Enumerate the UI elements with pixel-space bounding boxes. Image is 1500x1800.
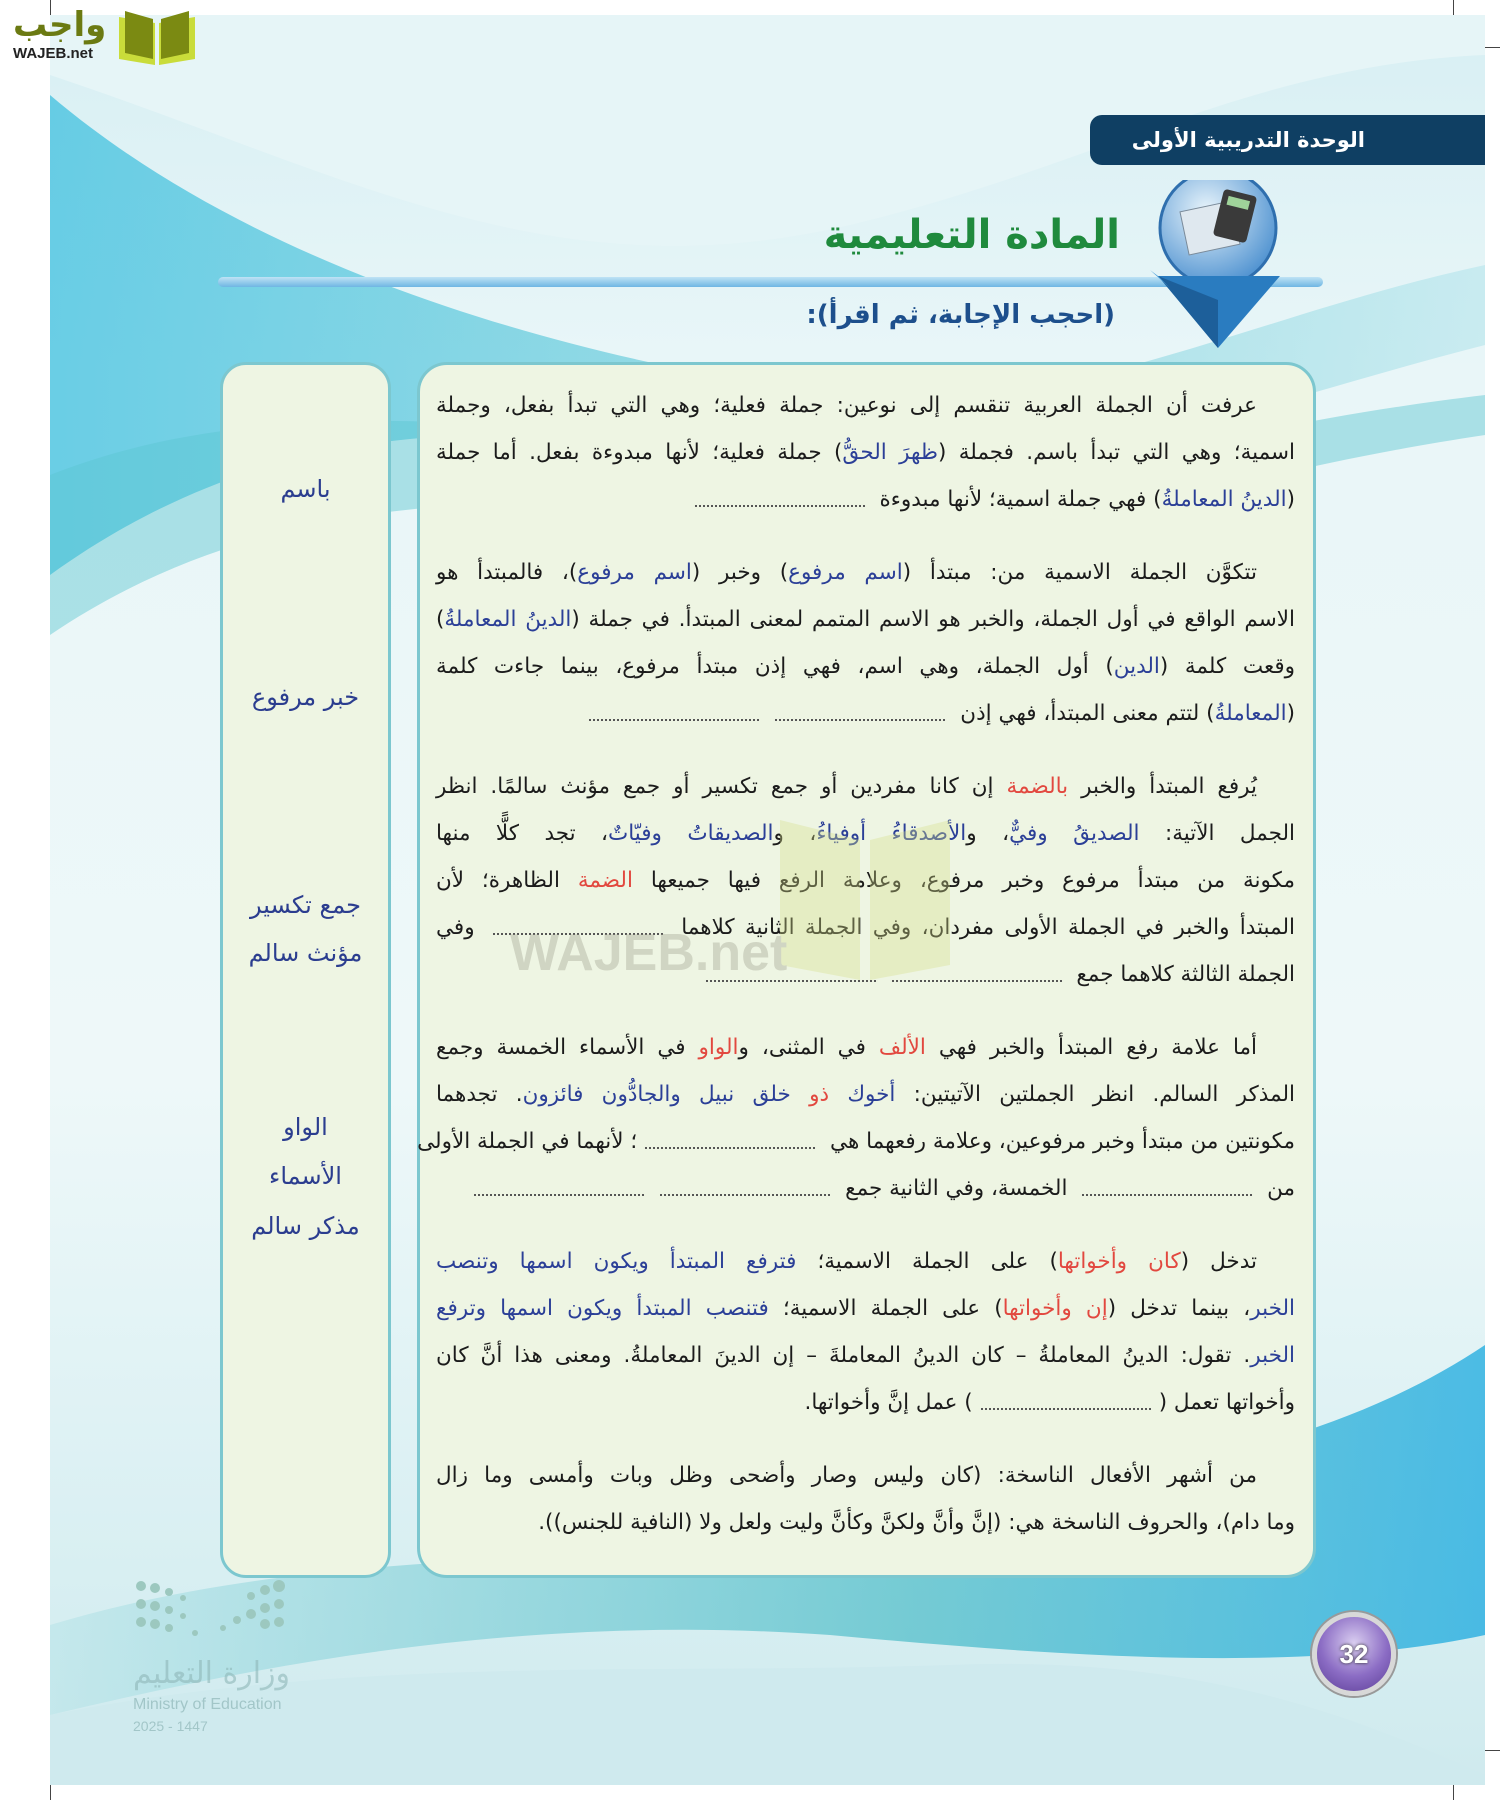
highlighted-example: فترفع المبتدأ ويكون اسمها وتنصب [436, 1249, 797, 1274]
answer-blank[interactable] [493, 921, 663, 935]
watermark-text: WAJEB.net [510, 924, 788, 982]
highlighted-example: الدينُ المعاملةُ [1161, 487, 1287, 512]
page-number-badge [1312, 1612, 1396, 1696]
text-segment: ) على الجملة الاسمية؛ [796, 1249, 1058, 1274]
text-segment: من أشهر الأفعال الناسخة: (كان وليس وصار وأضحى وظل وبات وأمسى وما زال [436, 1463, 1257, 1488]
paragraph [436, 382, 1295, 523]
text-line [417, 1118, 1295, 1165]
paragraph [436, 763, 1295, 998]
calculator-emblem-icon [1140, 180, 1300, 350]
section-title: المادة التعليمية [823, 212, 1120, 258]
text-line [436, 1285, 1295, 1332]
highlighted-term: ذو [809, 1082, 848, 1107]
text-segment: ( [1286, 701, 1295, 726]
text-segment: الظاهرة؛ لأن [436, 868, 578, 893]
text-segment: الخمسة، وفي الثانية جمع [838, 1176, 1075, 1201]
unit-title: الوحدة التدريبية الأولى [1131, 128, 1365, 152]
answer-blank[interactable] [695, 493, 865, 507]
highlighted-term: كان وأخواتها [1057, 1249, 1181, 1274]
text-segment: اسمية؛ وهي التي تبدأ باسم. فجملة ( [937, 440, 1295, 465]
lesson-content-box [417, 362, 1316, 1578]
text-line [436, 1165, 1295, 1212]
text-segment: إن كانا مفردين أو جمع تكسير أو جمع مؤنث سالمًا. انظر [436, 774, 1007, 799]
answer-label: خبر مرفوع [251, 683, 360, 711]
text-line [436, 904, 1295, 951]
text-line [436, 1452, 1295, 1499]
text-segment: )، فالمبتدأ هو [436, 560, 578, 585]
text-segment: تتكوَّن الجملة الاسمية من: مبتدأ ( [902, 560, 1258, 585]
answer-blank[interactable] [645, 1135, 815, 1149]
highlighted-term: بالضمة [1006, 774, 1069, 799]
paragraph [436, 549, 1295, 737]
answer-label: الواو [283, 1113, 328, 1141]
highlighted-example: المعاملةُ [1214, 701, 1287, 726]
text-line [436, 1238, 1295, 1285]
answer-blank[interactable] [1082, 1182, 1252, 1196]
paragraph [436, 1238, 1295, 1426]
text-line [436, 810, 1295, 857]
ministry-of-education-logo [133, 1578, 333, 1738]
text-line [436, 951, 1295, 998]
answers-column [220, 362, 391, 1578]
lesson-text [417, 365, 1296, 1546]
text-segment: وفي [436, 915, 485, 940]
text-line [436, 1332, 1295, 1379]
answer-blank[interactable] [589, 707, 759, 721]
text-segment: مكونة من مبتدأ مرفوع وخبر مرفوع، وعلامة الرفع فيها جميعها [632, 868, 1295, 893]
highlighted-example: فتنصب المبتدأ ويكون اسمها وترفع [436, 1296, 769, 1321]
text-segment: في المثنى، و [738, 1035, 879, 1060]
text-line [436, 643, 1295, 690]
text-line [436, 1024, 1295, 1071]
text-line [436, 857, 1295, 904]
text-segment: ) عمل إنَّ وأخواتها. [804, 1390, 973, 1415]
text-segment: المبتدأ والخبر في الجملة الأولى مفردان، وفي الجملة الثانية كلاهما [670, 915, 1295, 940]
highlighted-term: إن وأخواتها [1002, 1296, 1108, 1321]
highlighted-term: الواو [698, 1035, 739, 1060]
book-icon [117, 9, 197, 67]
text-segment: ( [1286, 487, 1295, 512]
text-segment: ، تجد كلًّا منها [436, 821, 608, 846]
answer-blank[interactable] [981, 1396, 1151, 1410]
highlighted-example: الدين [1113, 654, 1160, 679]
text-segment: وقعت كلمة ( [1159, 654, 1295, 679]
text-line [436, 596, 1295, 643]
text-line [436, 549, 1295, 596]
ministry-english-name: Ministry of Education [133, 1696, 282, 1713]
answer-label: الأسماء [269, 1162, 342, 1190]
page-number: 32 [1339, 1638, 1369, 1669]
text-line [436, 1071, 1295, 1118]
text-line [436, 429, 1295, 476]
answer-blank[interactable] [892, 968, 1062, 982]
answer-label: باسم [280, 475, 331, 503]
highlighted-example: الأصدقاءُ أوفياءُ [816, 821, 967, 846]
answer-blank[interactable] [775, 707, 945, 721]
highlighted-example: الخبر [1250, 1343, 1295, 1368]
highlighted-example: الصديقُ وفيٌّ [1009, 821, 1140, 846]
highlighted-example: الصديقاتُ وفيّاتٌ [608, 821, 774, 846]
wajeb-logo-arabic: واجب [13, 5, 107, 45]
text-segment: ) لتتم معنى المبتدأ، فهي إذن [953, 701, 1215, 726]
text-segment: من [1260, 1176, 1295, 1201]
wajeb-logo[interactable] [9, 5, 194, 65]
text-line [436, 476, 1295, 523]
text-segment: المذكر السالم. انظر الجملتين الآتيتين: [895, 1082, 1296, 1107]
highlighted-example: أخوك [847, 1082, 896, 1107]
text-segment: الاسم الواقع في أول الجملة، والخبر هو الاسم المتمم لمعنى المبتدأ. في جملة ( [571, 607, 1295, 632]
text-segment: ) وخبر ( [691, 560, 789, 585]
paragraph [417, 1024, 1296, 1212]
highlighted-example: ظهرَ الحقُّ [842, 440, 938, 465]
highlighted-example: اسم مرفوع [577, 560, 692, 585]
text-segment: ؛ لأنهما في الجملة الأولى [417, 1129, 638, 1154]
text-segment: الجمل الآتية: [1139, 821, 1296, 846]
highlighted-term: الألف [878, 1035, 926, 1060]
wajeb-logo-english: WAJEB.net [13, 45, 94, 62]
text-segment: ) جملة فعلية؛ لأنها مبدوءة بفعل. أما جملة [436, 440, 843, 465]
answer-blank[interactable] [706, 968, 876, 982]
text-line [436, 382, 1295, 429]
text-segment: ) أول الجملة، وهي اسم، فهي إذن مبتدأ مرفوع، بينما جاءت كلمة [436, 654, 1114, 679]
instruction-text: (احجب الإجابة، ثم اقرأ): [806, 300, 1115, 330]
text-line [436, 1499, 1295, 1546]
text-segment: وأخواتها تعمل ( [1158, 1390, 1295, 1415]
unit-banner [1090, 115, 1485, 165]
text-line [436, 1379, 1295, 1426]
answer-label: مذكر سالم [251, 1212, 360, 1240]
text-segment: يُرفع المبتدأ والخبر [1068, 774, 1257, 799]
highlighted-example: الدينُ المعاملةُ [444, 607, 572, 632]
text-segment: مكونتين من مبتدأ وخبر مرفوعين، وعلامة رفعهما هي [823, 1129, 1295, 1154]
text-line [436, 763, 1295, 810]
ministry-dots-icon [133, 1578, 303, 1648]
highlighted-example: اسم مرفوع [788, 560, 903, 585]
answer-blank[interactable] [660, 1182, 830, 1196]
ministry-arabic-name: وزارة التعليم [133, 1656, 291, 1691]
text-segment: ، بينما تدخل ( [1107, 1296, 1251, 1321]
text-segment: ، و [966, 821, 1010, 846]
text-segment: عرفت أن الجملة العربية تنقسم إلى نوعين: جملة فعلية؛ وهي التي تبدأ بفعل، وجملة [436, 393, 1257, 418]
text-segment: ) فهي جملة اسمية؛ لأنها مبدوءة [872, 487, 1162, 512]
edition-year: 2025 - 1447 [133, 1718, 208, 1734]
text-segment: الجملة الثالثة كلاهما جمع [1069, 962, 1295, 987]
text-segment: . تقول: الدينُ المعاملةُ – كان الدينُ المعاملةَ – إن الدينَ المعاملةُ. ومعنى هذا أنَّ كان [436, 1343, 1251, 1368]
text-segment: ، و [773, 821, 817, 846]
answer-label: مؤنث سالم [248, 939, 363, 967]
text-line [436, 690, 1295, 737]
answer-blank[interactable] [474, 1182, 644, 1196]
highlighted-term: الضمة [577, 868, 633, 893]
highlighted-example: الخبر [1250, 1296, 1295, 1321]
text-segment: ) على الجملة الاسمية؛ [768, 1296, 1003, 1321]
text-segment: أما علامة رفع المبتدأ والخبر فهي [925, 1035, 1257, 1060]
text-segment: وما دام)، والحروف الناسخة هي: (إنَّ وأنَّ ولكنَّ وكأنَّ وليت ولعل ولا (النافية للجنس)). [538, 1510, 1295, 1535]
paragraph [436, 1452, 1295, 1546]
text-segment: تدخل ( [1180, 1249, 1257, 1274]
highlighted-example: خلق نبيل والجادُّون فائزون [522, 1082, 810, 1107]
text-segment: في الأسماء الخمسة وجمع [436, 1035, 699, 1060]
answer-label: جمع تكسير [250, 891, 361, 919]
text-segment: ) [436, 607, 445, 632]
text-segment: . تجدهما [436, 1082, 523, 1107]
